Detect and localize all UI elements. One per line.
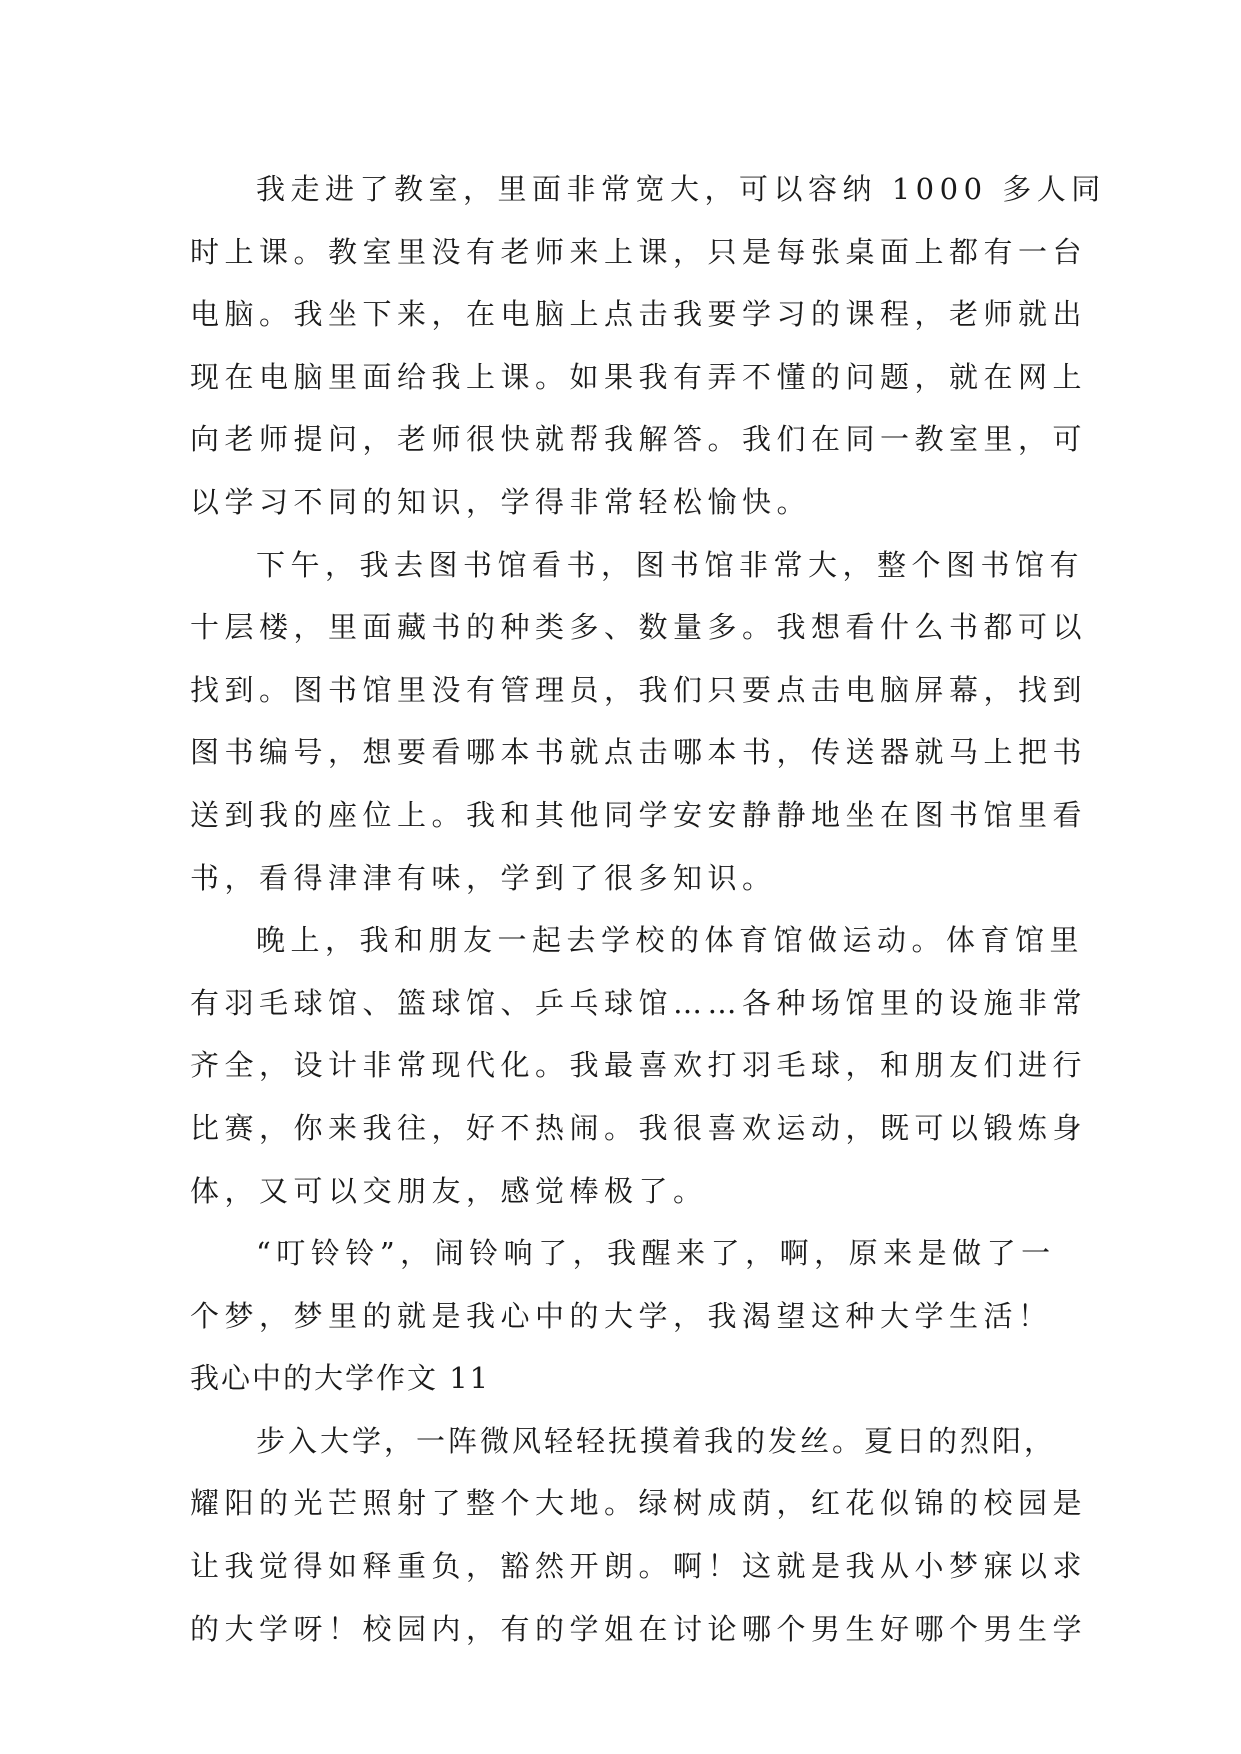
text-line: 晚上，我和朋友一起去学校的体育馆做运动。体育馆里 — [256, 923, 1085, 958]
text-line: 让我觉得如释重负，豁然开朗。啊！这就是我从小梦寐以求 — [190, 1549, 1088, 1584]
text-line: 电脑。我坐下来，在电脑上点击我要学习的课程，老师就出 — [190, 297, 1088, 332]
text-line: 找到。图书馆里没有管理员，我们只要点击电脑屏幕，找到 — [190, 672, 1088, 707]
text-line: 送到我的座位上。我和其他同学安安静静地坐在图书馆里看 — [190, 797, 1088, 832]
text-line: 我走进了教室，里面非常宽大，可以容纳 1000 多人同 — [256, 172, 1106, 206]
text-line: 十层楼，里面藏书的种类多、数量多。我想看什么书都可以 — [190, 610, 1088, 645]
text-line: 体，又可以交朋友，感觉棒极了。 — [190, 1173, 708, 1208]
text-line: 比赛，你来我往，好不热闹。我很喜欢运动，既可以锻炼身 — [190, 1110, 1088, 1145]
section-heading: 我心中的大学作文 11 — [190, 1361, 491, 1396]
text-line: 步入大学，一阵微风轻轻抚摸着我的发丝。夏日的烈阳， — [256, 1423, 1057, 1458]
text-line: 有羽毛球馆、篮球馆、乒乓球馆……各种场馆里的设施非常 — [190, 985, 1088, 1020]
text-line: 齐全，设计非常现代化。我最喜欢打羽毛球，和朋友们进行 — [190, 1048, 1088, 1083]
text-line: 现在电脑里面给我上课。如果我有弄不懂的问题，就在网上 — [190, 359, 1088, 394]
text-line: 个梦，梦里的就是我心中的大学，我渴望这种大学生活！ — [190, 1298, 1053, 1333]
text-line: 书，看得津津有味，学到了很多知识。 — [190, 860, 777, 895]
text-line: “叮铃铃”，闹铃响了，我醒来了，啊，原来是做了一 — [256, 1236, 1056, 1271]
text-line: 向老师提问，老师很快就帮我解答。我们在同一教室里，可 — [190, 422, 1088, 457]
text-line: 耀阳的光芒照射了整个大地。绿树成荫，红花似锦的校园是 — [190, 1486, 1088, 1521]
text-line: 下午，我去图书馆看书，图书馆非常大，整个图书馆有 — [256, 547, 1085, 582]
document-body — [190, 158, 1106, 1660]
text-line: 图书编号，想要看哪本书就点击哪本书，传送器就马上把书 — [190, 735, 1088, 770]
text-line: 以学习不同的知识，学得非常轻松愉快。 — [190, 484, 812, 519]
text-line: 时上课。教室里没有老师来上课，只是每张桌面上都有一台 — [190, 234, 1088, 269]
text-line: 的大学呀！校园内，有的学姐在讨论哪个男生好哪个男生学 — [190, 1611, 1088, 1646]
